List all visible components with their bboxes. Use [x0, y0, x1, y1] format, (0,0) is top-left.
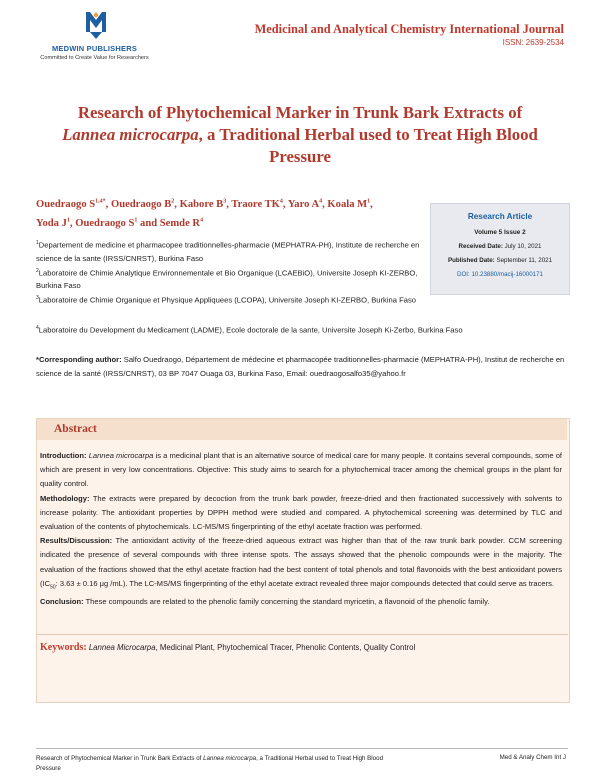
article-volume: Volume 5 Issue 2: [474, 229, 526, 236]
corresponding-author: [36, 353, 568, 380]
abstract-methodology: Methodology: The extracts were prepared by decoction from the trunk bark powder, freeze-dried and then fractionated successively with solvents to increase polarity. The antioxidant properties by DPPH method were studied and compared. A phytochemical screening was determined by TLC and evaluation of the contents of phytochemicals. LC-MS/MS fingerprinting of the ethyl acetate fraction was performed.: [40, 493, 562, 532]
abstract-results: Results/Discussion: The antioxidant activity of the freeze-dried aqueous extract was higher than that of the raw trunk bark powder. CCM screening indicated the presence of several compounds with three intense spots. The assays showed that the phenolic compounds were in the majority. The evaluation of the fractions showed that the ethyl acetate fraction had the best content of total phenols and total flavonoids with the best antioxidant powers ($IC_{50}$: 3.63 ± 0.16 μg /mL). The LC-MS/MS fingerprinting of the ethyl acetate extract revealed three major compounds detected that could serve as tracers.: [40, 536, 562, 591]
publisher-name: MEDWIN PUBLISHERS: [51, 44, 138, 53]
keywords: Keywords: Lannea Microcarpa, Medicinal Plant, Phytochemical Tracer, Phenolic Contents, Quality Control: [40, 642, 416, 653]
footer-divider: [36, 748, 568, 749]
article-info-box: [430, 203, 570, 295]
abstract-heading: Abstract: [54, 423, 97, 435]
author: Kabore $B^3$,: [179, 198, 232, 210]
abstract-introduction: Introduction: Lannea microcarpa is a medicinal plant that is an alternative source of medical care for many people. It contains several compounds, some of which are present in very low concentrations. Objective: This study aims to search for a phytochemical tracer among the chemical groups in the plant for quality control.: [40, 451, 562, 489]
author: Yoda $J^1$,: [36, 217, 76, 230]
corresponding-label: *Corresponding author:: [36, 355, 122, 364]
abstract-body: [40, 449, 562, 609]
author: Traore $TK^4$,: [231, 198, 288, 210]
author: Ouedraogo $S^1$ and: [75, 217, 160, 230]
title-part1: Research of Phytochemical Marker in Trunk Bark Extracts of: [77, 103, 523, 122]
affiliation: $^4$Laboratoire du Development du Medicament (LADME), Ecole doctorale de la sante, Universite Joseph Ki-Zerbo, Burkina Faso: [36, 325, 463, 335]
author: Koala $M^1$,: [327, 198, 373, 210]
footer-running-title: Research of Phytochemical Marker in Trunk Bark Extracts of Lannea microcarpa, a Traditional Herbal used to Treat High Blood Pressure: [36, 755, 384, 772]
article-type: Research Article: [467, 212, 533, 221]
abstract-header-bar: [37, 419, 567, 440]
medwin-logo-icon: [84, 10, 108, 40]
author: Semde $R^4$: [159, 217, 204, 230]
affiliation: $^1$Departement de medicine et pharmacopee traditionnelles-pharmacie (MEPHATRA-PH), Institute de recherche en science de la sante (IRSS/CNRST), Burkina Faso: [36, 240, 420, 263]
title-part2: , a Traditional Herbal used to Treat High Blood Pressure: [198, 125, 538, 166]
affiliations: [36, 237, 428, 307]
article-title: [40, 102, 560, 168]
footer-journal-abbrev: Med & Analy Chem Int J: [499, 754, 566, 761]
received-date: Received Date: July 10, 2021: [458, 243, 542, 250]
affiliation: $^3$Laboratoire de Chimie Organique et Physique Appliquees (LCOPA), Universite Joseph KI-ZERBO, Burkina Faso: [36, 295, 416, 305]
title-species: Lannea microcarpa: [62, 125, 199, 144]
affiliation: $^2$Laboratoire de Chimie Analytique Environnementale et Bio Organique (LCAEBiO), Universite Joseph KI-ZERBO, Burkina Faso: [36, 267, 418, 291]
corresponding-text: Salfo Ouedraogo, Département de médecine et pharmacopée traditionnelles-pharmacie (MEPHATRA-PH), Institut de recherche en science de la santé (IRSS/CNRST), 03 BP 7047 Ouaga 03, Burkina Faso, Email: ouedraogosalfo35@yahoo.fr: [36, 355, 565, 378]
keywords-divider: [36, 634, 568, 635]
journal-name: Medicinal and Analytical Chemistry International Journal: [254, 22, 564, 36]
doi-link[interactable]: DOI: 10.23880/macij-16000171: [457, 271, 543, 278]
journal-issn: ISSN: 2639-2534: [502, 38, 564, 47]
keywords-label: Keywords:: [40, 642, 87, 653]
author-list: [36, 193, 421, 232]
publisher-tagline: Committed to Create Value for Researchers: [40, 55, 149, 61]
author: Yaro $A^4$,: [287, 198, 328, 210]
published-date: Published Date: September 11, 2021: [447, 257, 553, 264]
author: Ouedraogo $B^2$,: [110, 198, 180, 210]
abstract-conclusion: Conclusion: These compounds are related to the phenolic family concerning the standard myricetin, a flavonoid of the phenolic family.: [40, 596, 490, 606]
author: Ouedraogo $S^{1,4*}$,: [36, 198, 111, 210]
